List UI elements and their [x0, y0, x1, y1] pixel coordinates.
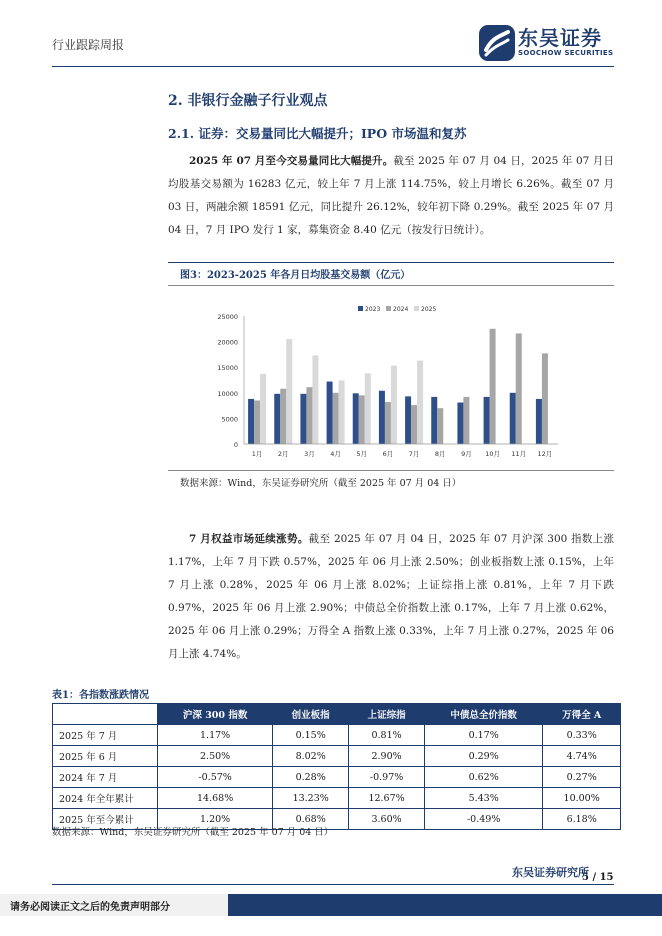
x-tick-label: 7月: [408, 450, 420, 458]
bar-2023: [274, 394, 280, 444]
section-heading: 2. 非银行金融子行业观点: [168, 93, 328, 109]
y-tick-label: 25000: [217, 313, 238, 321]
x-tick-label: 12月: [537, 450, 553, 458]
table-cell: 3.60%: [349, 809, 425, 830]
table-header-cell: [53, 704, 158, 725]
table-cell: 0.62%: [425, 767, 543, 788]
table-cell: 0.28%: [273, 767, 349, 788]
table-cell: 8.02%: [273, 746, 349, 767]
table-cell: 1.17%: [158, 725, 273, 746]
bar-2023: [457, 403, 463, 444]
legend-label: 2024: [393, 306, 409, 313]
table-cell: 6.18%: [543, 809, 621, 830]
header-divider: [52, 66, 614, 67]
x-tick-label: 6月: [382, 450, 394, 458]
bar-2023: [484, 397, 490, 444]
figure-source: 数据来源：Wind，东吴证券研究所（截至 2025 年 07 月 04 日）: [180, 478, 462, 489]
header-title: 行业跟踪周报: [52, 38, 125, 52]
paragraph-equity-market: [168, 528, 614, 666]
bar-2024: [280, 389, 286, 444]
legend-swatch: [358, 306, 363, 311]
row-label: 2025 年 6 月: [53, 746, 158, 767]
table-cell: -0.57%: [158, 767, 273, 788]
figure-bottom-rule: [168, 470, 614, 471]
table-header-cell: 中债总全价指数: [425, 704, 543, 725]
table-title: 表1：各指数涨跌情况: [52, 690, 149, 701]
logo-chinese-name: 东吴证券: [518, 26, 602, 50]
y-tick-label: 0: [233, 441, 238, 449]
table-cell: 2.50%: [158, 746, 273, 767]
table-cell: 5.43%: [425, 788, 543, 809]
table-header-cell: 上证综指: [349, 704, 425, 725]
table-cell: 10.00%: [543, 788, 621, 809]
table-cell: 0.27%: [543, 767, 621, 788]
table-row: [53, 725, 621, 746]
bar-2024: [437, 408, 443, 444]
table-cell: 4.74%: [543, 746, 621, 767]
logo-english-name: SOOCHOW SECURITIES: [518, 49, 614, 57]
legend-swatch: [386, 306, 391, 311]
bar-2025: [417, 361, 423, 444]
table-cell: 1.20%: [158, 809, 273, 830]
bar-2023: [431, 397, 437, 444]
bar-chart: [200, 296, 572, 466]
page-number: 5 / 15: [582, 872, 614, 883]
table-cell: 0.81%: [349, 725, 425, 746]
bar-2023: [536, 399, 542, 444]
x-tick-label: 1月: [251, 450, 263, 458]
table-header-cell: 万得全 A: [543, 704, 621, 725]
paragraph-trading-volume: [168, 150, 614, 242]
row-label: 2024 年 7 月: [53, 767, 158, 788]
bar-2023: [300, 394, 306, 444]
bar-2025: [286, 339, 292, 444]
paragraph-body: 截至 2025 年 07 月 04 日，2025 年 07 月沪深 300 指数上涨 1.17%，上年 7 月下跌 0.57%，2025 年 06 月上涨 2.50%；创业板指数上涨 0.15%，上年 7 月上涨 0.28%，2025 年 06 月上涨 8.02%；上证综指上涨 0.81%，上年 7 月下跌 0.97%，2025 年 06 月上涨 2.90%；中债总全价指数上涨 0.17%，上年 7 月上涨 0.62%，2025 年 06 月上涨 0.29%；万得全 A 指数上涨 0.33%，上年 7 月上涨 0.27%，2025 年 06 月上涨 4.74%。: [168, 533, 614, 660]
bar-2024: [385, 402, 391, 444]
bar-2025: [339, 381, 345, 444]
footer-institute: 东吴证券研究所: [512, 866, 589, 879]
table-header-cell: 沪深 300 指数: [158, 704, 273, 725]
bar-2024: [516, 333, 522, 444]
index-performance-table: [52, 703, 621, 830]
table-header-row: [53, 704, 621, 725]
bar-2025: [260, 374, 266, 444]
bar-2023: [405, 396, 411, 444]
legend-label: 2023: [365, 306, 381, 313]
table-row: [53, 767, 621, 788]
brand-logo: [478, 22, 618, 62]
bar-2024: [306, 387, 312, 444]
paragraph-lead: 2025 年 07 月至今交易量同比大幅提升。: [189, 155, 394, 167]
bar-2024: [333, 393, 339, 444]
figure-title-rule: [168, 285, 614, 286]
table-cell: 0.29%: [425, 746, 543, 767]
table-cell: 2.90%: [349, 746, 425, 767]
table-cell: 0.33%: [543, 725, 621, 746]
bar-2023: [353, 393, 359, 444]
bar-2023: [510, 393, 516, 444]
chart-y-axis: [217, 313, 244, 449]
bar-2023: [379, 391, 385, 444]
y-tick-label: 15000: [217, 364, 238, 373]
table-cell: -0.49%: [425, 809, 543, 830]
x-tick-label: 2月: [277, 450, 289, 458]
bar-2025: [365, 373, 371, 444]
bar-2024: [254, 400, 260, 444]
row-label: 2025 年至今累计: [53, 809, 158, 830]
figure-title: 图3：2023-2025 年各月日均股基交易额（亿元）: [180, 270, 411, 281]
table-cell: 0.68%: [273, 809, 349, 830]
y-tick-label: 5000: [221, 415, 238, 424]
x-tick-label: 10月: [485, 450, 500, 458]
bar-2024: [359, 395, 365, 444]
bar-2024: [490, 329, 496, 444]
row-label: 2024 年全年累计: [53, 788, 158, 809]
table-header-cell: 创业板指: [273, 704, 349, 725]
table-source: 数据来源：Wind，东吴证券研究所（截至 2025 年 07 月 04 日）: [52, 827, 334, 838]
footer-disclaimer: 请务必阅读正文之后的免责声明部分: [10, 902, 170, 913]
table-cell: 12.67%: [349, 788, 425, 809]
legend-swatch: [414, 306, 419, 311]
legend-label: 2025: [421, 306, 437, 313]
x-tick-label: 4月: [330, 450, 341, 458]
chart-bars: [248, 329, 548, 444]
table-cell: 13.23%: [273, 788, 349, 809]
bar-2025: [391, 366, 397, 444]
sub-section-heading: 2.1. 证券：交易量同比大幅提升；IPO 市场温和复苏: [168, 126, 467, 141]
bar-2023: [327, 382, 333, 444]
table-cell: 14.68%: [158, 788, 273, 809]
x-tick-label: 3月: [304, 450, 315, 458]
chart-x-axis: [244, 444, 558, 458]
chart-legend: [358, 306, 436, 313]
paragraph-lead: 7 月权益市场延续涨势。: [189, 533, 309, 545]
bar-2023: [248, 399, 254, 444]
footer-divider: [52, 884, 614, 885]
x-tick-label: 11月: [511, 450, 527, 458]
table-row: [53, 788, 621, 809]
table-cell: 0.15%: [273, 725, 349, 746]
x-tick-label: 8月: [434, 450, 446, 458]
soochow-logo-icon: [478, 24, 516, 62]
y-tick-label: 10000: [217, 389, 238, 398]
bar-2024: [542, 353, 548, 444]
paragraph-body: 截至 2025 年 07 月 04 日，2025 年 07 月日均股基交易额为 16283 亿元，较上年 7 月上涨 114.75%，较上月增长 6.26%。截至 07 月 03 日，两融余额 18591 亿元，同比提升 26.12%，较年初下降 0.29%。截至 2025 年 07 月 04 日，7 月 IPO 发行 1 家，募集资金 8.40 亿元（按发行日统计）。: [168, 155, 614, 236]
table-row: [53, 746, 621, 767]
x-tick-label: 5月: [356, 450, 368, 458]
row-label: 2025 年 7 月: [53, 725, 158, 746]
x-tick-label: 9月: [461, 450, 472, 458]
y-tick-label: 20000: [217, 338, 238, 347]
bar-2024: [411, 405, 417, 444]
bar-2024: [463, 397, 469, 444]
figure-top-rule: [168, 262, 614, 263]
table-cell: 0.17%: [425, 725, 543, 746]
bar-2025: [312, 355, 318, 444]
table-cell: -0.97%: [349, 767, 425, 788]
